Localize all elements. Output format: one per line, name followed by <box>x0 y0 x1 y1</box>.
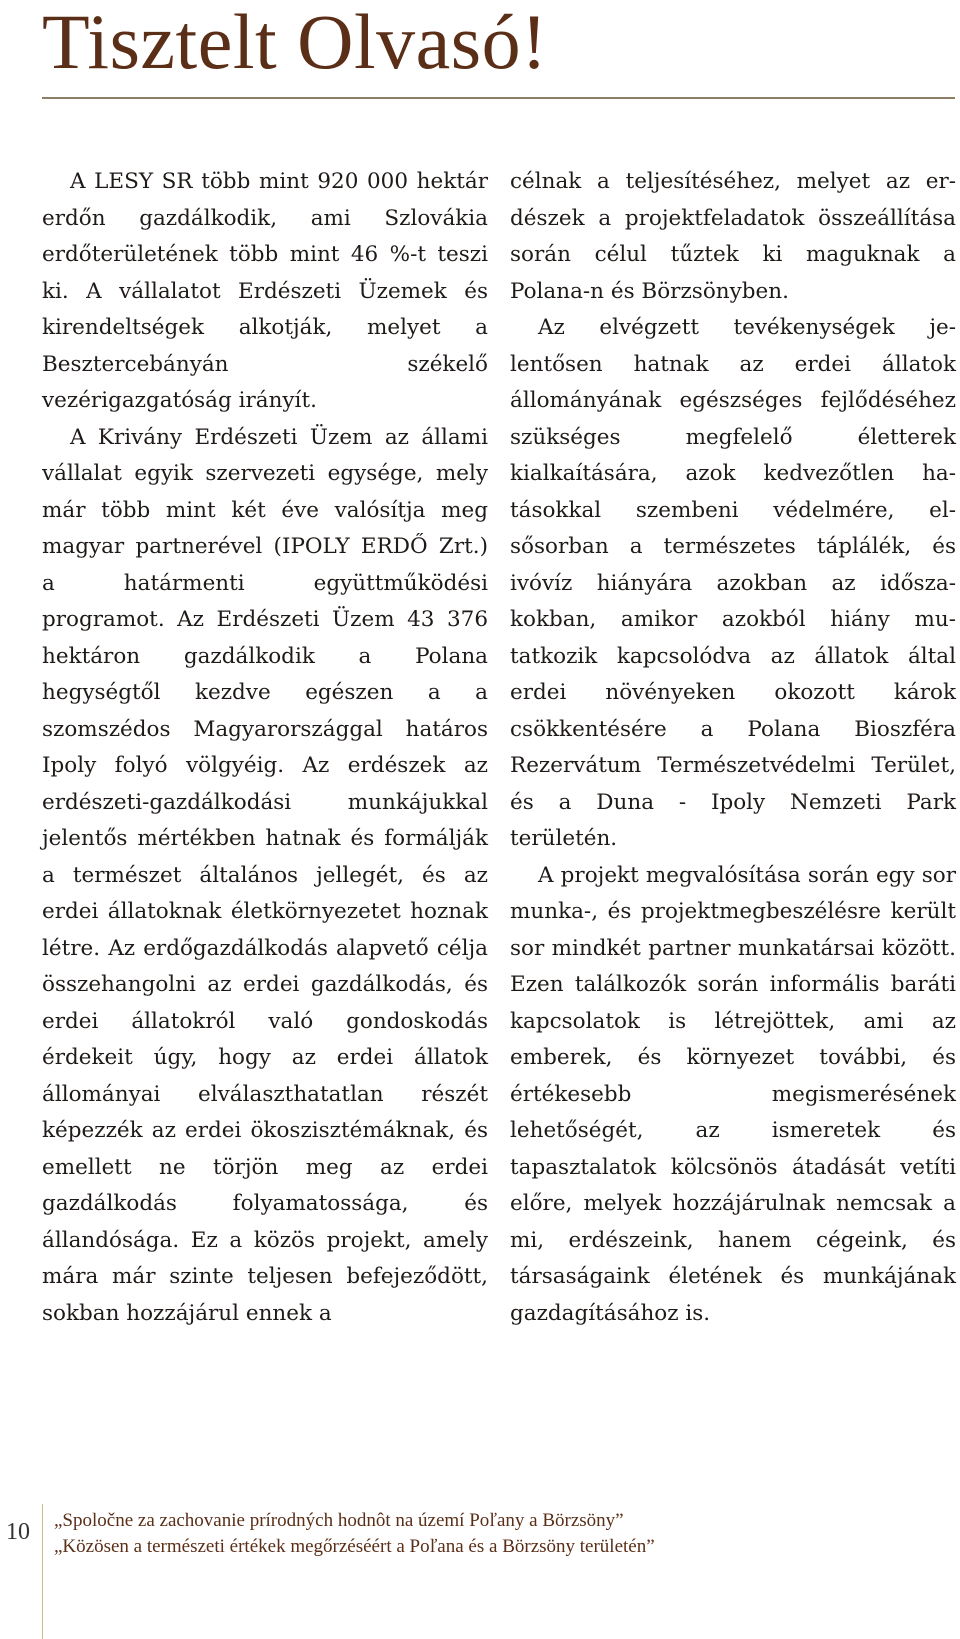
left-text-column <box>42 164 488 1332</box>
paragraph: A projekt megvalósítása során egy sor munka-, és projektmegbeszélésre került sor mindkét partner munkatársai között. Ezen találkozók során informális baráti kapcsolatok is létrejöttek, ami az emberek, és környezet további, és értékesebb megismerésének lehetőségét, az ismeretek és tapasztalatok kölcsönös átadását vetíti előre, melyek hozzájárulnak nemcsak a mi, erdészeink, hanem cégeink, és társaságaink életének és munkájának gazdagításához is. <box>510 862 956 1326</box>
paragraph-continuation: célnak a teljesítéséhez, melyet az erdészek a projektfeladatok összeállítása során célul tűztek ki maguknak a Polana-n és Börzsönyben. <box>510 169 956 304</box>
footer-line-slovak: „Spoločne za zachovanie prírodných hodnôt na území Poľany a Börzsöny” <box>54 1510 624 1531</box>
page-title: Tisztelt Olvasó! <box>42 0 548 85</box>
paragraph: Az elvégzett tevékenységek jelentősen hatnak az erdei állatok állományának egészséges fejlődéséhez szükséges megfelelő életterek kialkaítására, azok kedvezőtlen hatásokkal szembeni védelmére, elsősorban a természetes táplálék, és ivóvíz hiányára azokban az időszakokban, amikor azokból hiány mutatkozik kapcsolódva az állatok által erdei növényeken okozott károk csökkentésére a Polana Bioszféra Rezervátum Természetvédelmi Terület, és a Duna - Ipoly Nemzeti Park területén. <box>510 315 956 851</box>
footer-project-title <box>54 1508 655 1560</box>
page-number: 10 <box>6 1519 30 1545</box>
title-divider <box>42 97 955 99</box>
right-text-column <box>510 164 956 1332</box>
paragraph: A LESY SR több mint 920 000 hektár erdőn gazdálkodik, ami Szlovákia erdőterületének több mint 46 %-t teszi ki. A vállalatot Erdészeti Üzemek és kirendeltségek alkotják, melyet a Besztercebányán székelő vezérigazgatóság irányít. <box>42 169 488 413</box>
footer-divider <box>42 1504 43 1639</box>
paragraph: A Krivány Erdészeti Üzem az állami vállalat egyik szervezeti egysége, mely már több mint két éve valósítja meg magyar partnerével (IPOLY ERDŐ Zrt.) a határmenti együttműködési programot. Az Erdészeti Üzem 43 376 hektáron gazdálkodik a Polana hegységtől kezdve egészen a a szomszédos Magyarországgal határos Ipoly folyó völgyéig. Az erdészek az erdészeti-gazdálkodási munkájukkal jelentős mértékben hatnak és formálják a természet általános jellegét, és az erdei állatoknak életkörnyezetet hoznak létre. Az erdőgazdálkodás alapvető célja összehangolni az erdei gazdálkodás, és erdei állatokról való gondoskodás érdekeit úgy, hogy az erdei állatok állományai elválaszthatatlan részét képezzék az erdei ökoszisztémáknak, és emellett ne törjön meg az erdei gazdálkodás folyamatossága, és állandósága. Ez a közös projekt, amely mára már szinte teljesen befejeződött, sokban hozzájárul ennek a <box>42 424 488 1326</box>
footer-line-hungarian: „Közösen a természeti értékek megőrzéséért a Poľana és a Börzsöny területén” <box>54 1536 655 1557</box>
